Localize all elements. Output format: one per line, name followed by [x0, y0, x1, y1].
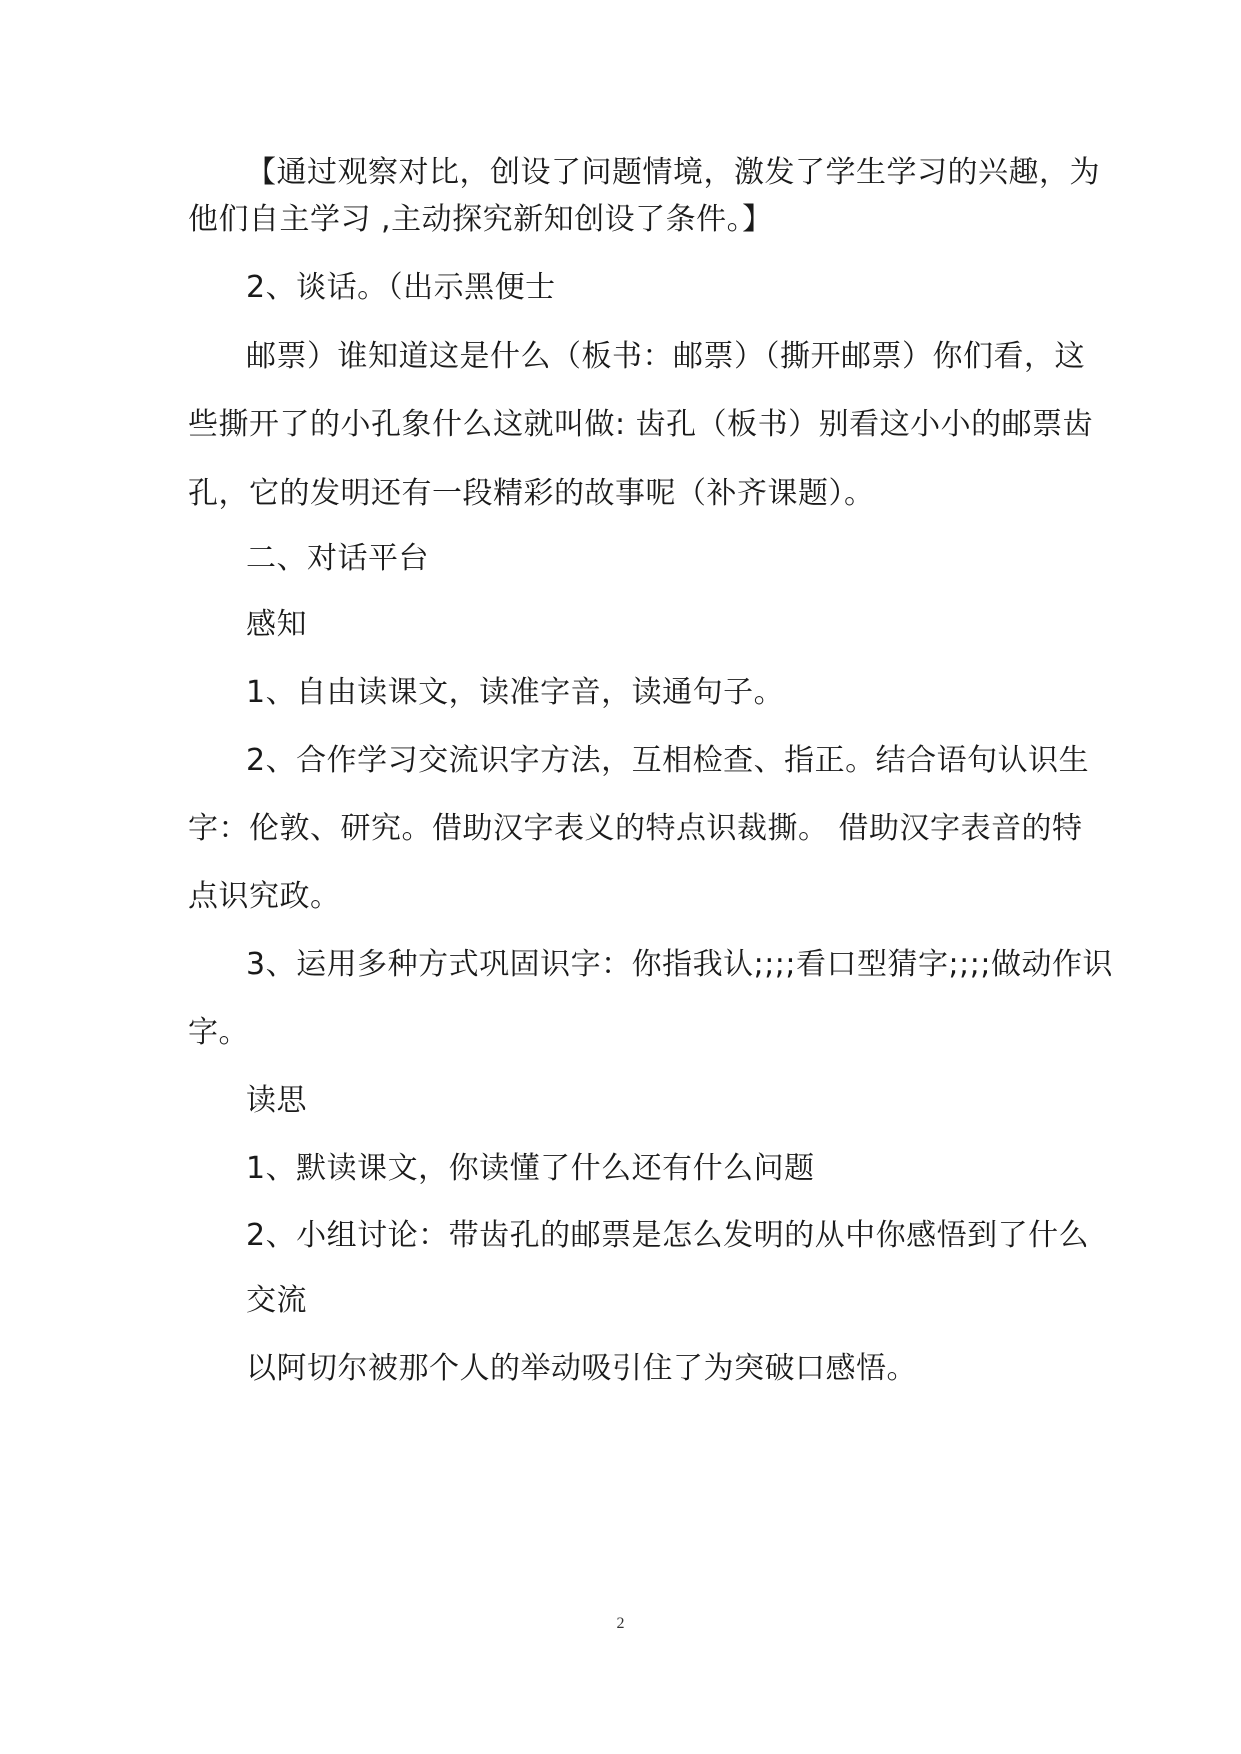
- page-number: 2: [616, 1615, 625, 1632]
- paragraph-line: 2、小组讨论：带齿孔的邮票是怎么发明的从中你感悟到了什么: [246, 1218, 1090, 1253]
- paragraph-line: 字。: [188, 1015, 249, 1050]
- paragraph-line: 【通过观察对比，创设了问题情境，激发了学生学习的兴趣，为: [246, 155, 1100, 190]
- paragraph-line: 3、运用多种方式巩固识字：你指我认;;;;看口型猜字;;;;做动作识: [246, 947, 1113, 982]
- paragraph-line: 他们自主学习 ,主动探究新知创设了条件。】: [188, 202, 773, 237]
- paragraph-line: 1、自由读课文，读准字音，读通句子。: [246, 675, 785, 710]
- paragraph-line: 2、谈话。（出示黑便士: [246, 270, 556, 305]
- paragraph-line: 邮票）谁知道这是什么（板书：邮票）（撕开邮票）你们看，这: [246, 339, 1085, 374]
- paragraph-line: 交流: [246, 1283, 307, 1318]
- paragraph-line: 字：伦敦、研究。借助汉字表义的特点识裁撕。 借助汉字表音的特: [188, 811, 1083, 846]
- paragraph-line: 些撕开了的小孔象什么这就叫做: 齿孔（板书）别看这小小的邮票齿: [188, 407, 1094, 442]
- paragraph-line: 1、默读课文，你读懂了什么还有什么问题: [246, 1151, 815, 1186]
- paragraph-line: 点识究政。: [188, 879, 341, 914]
- section-heading: 二、对话平台: [246, 541, 429, 576]
- paragraph-line: 孔，它的发明还有一段精彩的故事呢（补齐课题）。: [188, 476, 875, 511]
- subsection-heading: 读思: [246, 1083, 307, 1118]
- paragraph-line: 以阿切尔被那个人的举动吸引住了为突破口感悟。: [246, 1351, 917, 1386]
- subsection-heading: 感知: [246, 607, 307, 642]
- paragraph-line: 2、合作学习交流识字方法，互相检查、指正。结合语句认识生: [246, 743, 1090, 778]
